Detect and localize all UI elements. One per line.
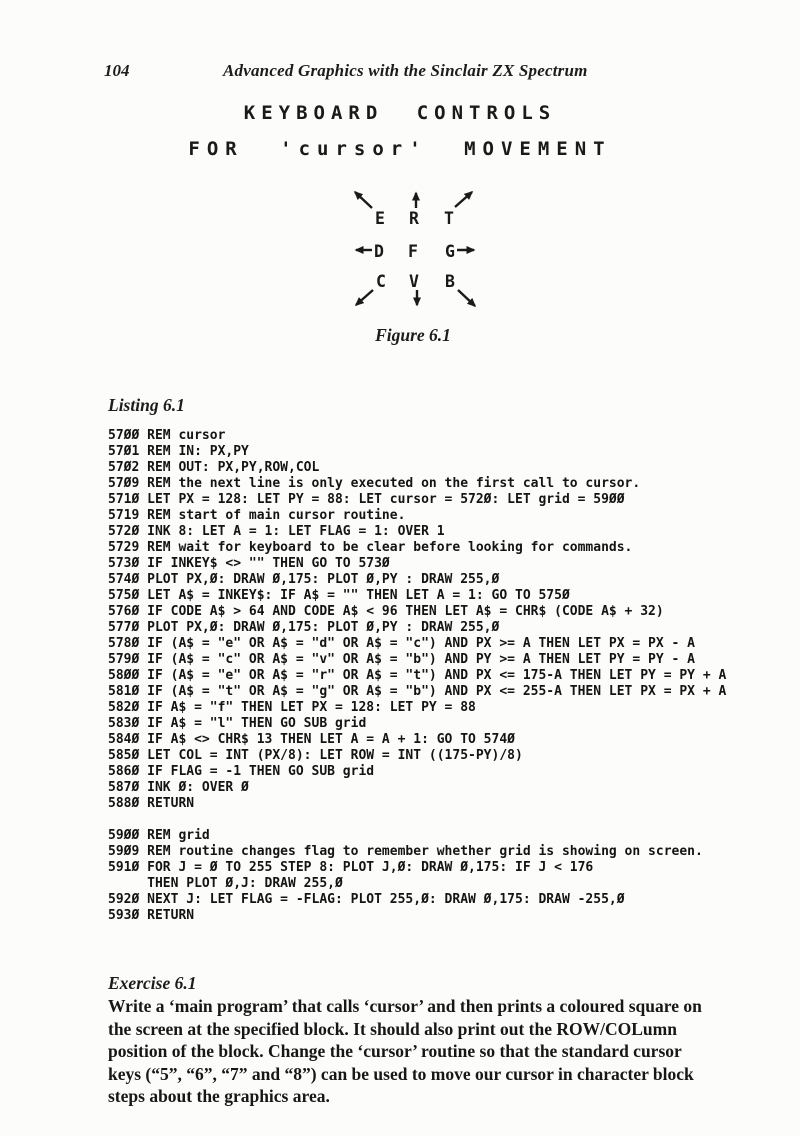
code-line: 59ØØ REM grid: [108, 828, 210, 843]
arrow-up-left-icon: [355, 192, 372, 208]
arrow-up-right-icon: [455, 192, 472, 207]
exercise-line: position of the block. Change the ‘cursor’ routine so that the standard cursor: [108, 1041, 682, 1061]
arrow-down-right-icon: [458, 290, 475, 306]
code-line: 584Ø IF A$ <> CHR$ 13 THEN LET A = A + 1: GO TO 574Ø: [108, 732, 515, 747]
code-line: 577Ø PLOT PX,Ø: DRAW Ø,175: PLOT Ø,PY : DRAW 255,Ø: [108, 620, 500, 635]
key-letter: B: [445, 272, 455, 291]
arrow-down-left-icon: [356, 290, 373, 305]
figure-caption: Figure 6.1: [375, 325, 451, 345]
exercise-line: keys (“5”, “6”, “7” and “8”) can be used to move our cursor in character block: [108, 1063, 694, 1084]
code-line: 57Ø1 REM IN: PX,PY: [108, 444, 249, 459]
listing-title: Listing 6.1: [108, 395, 185, 415]
code-line: 587Ø INK Ø: OVER Ø: [108, 780, 249, 795]
code-line: 57Ø9 REM the next line is only executed on the first call to cursor.: [108, 476, 641, 491]
code-line: 574Ø PLOT PX,Ø: DRAW Ø,175: PLOT Ø,PY : DRAW 255,Ø: [108, 572, 500, 587]
key-letter: V: [409, 272, 419, 291]
code-line: 575Ø LET A$ = INKEY$: IF A$ = "" THEN LET A = 1: GO TO 575Ø: [108, 588, 570, 603]
code-line: 57Ø2 REM OUT: PX,PY,ROW,COL: [108, 460, 320, 475]
code-line: 5729 REM wait for keyboard to be clear before looking for commands.: [108, 540, 633, 555]
page-number: 104: [104, 61, 130, 80]
code-line: 5719 REM start of main cursor routine.: [108, 508, 406, 523]
code-line: 581Ø IF (A$ = "t" OR A$ = "g" OR A$ = "b") AND PX <= 255-A THEN LET PX = PX + A: [108, 684, 727, 699]
code-line: 571Ø LET PX = 128: LET PY = 88: LET cursor = 572Ø: LET grid = 59ØØ: [108, 492, 625, 507]
code-line: 578Ø IF (A$ = "e" OR A$ = "d" OR A$ = "c") AND PX >= A THEN LET PX = PX - A: [108, 636, 695, 651]
key-letter: R: [409, 209, 419, 228]
code-line: 586Ø IF FLAG = -1 THEN GO SUB grid: [108, 764, 375, 779]
exercise-line: Write a ‘main program’ that calls ‘cursor’ and then prints a coloured square on: [108, 996, 702, 1016]
key-letter: E: [375, 209, 385, 228]
code-line: 591Ø FOR J = Ø TO 255 STEP 8: PLOT J,Ø: DRAW Ø,175: IF J < 176: [108, 860, 594, 875]
key-letter: D: [374, 242, 384, 261]
key-letter: F: [408, 242, 418, 261]
running-title: Advanced Graphics with the Sinclair ZX Spectrum: [223, 61, 588, 80]
code-line: 582Ø IF A$ = "f" THEN LET PX = 128: LET PY = 88: [108, 700, 476, 715]
basic-code-listing: [108, 428, 726, 924]
key-letter: C: [376, 272, 386, 291]
exercise-line: the screen at the specified block. It should also print out the ROW/COLumn: [108, 1018, 677, 1039]
code-line: 576Ø IF CODE A$ > 64 AND CODE A$ < 96 THEN LET A$ = CHR$ (CODE A$ + 32): [108, 604, 664, 619]
code-line: 573Ø IF INKEY$ <> "" THEN GO TO 573Ø: [108, 556, 390, 571]
code-line: [108, 812, 726, 828]
exercise-title: Exercise 6.1: [108, 973, 197, 993]
code-line: 59Ø9 REM routine changes flag to remember whether grid is showing on screen.: [108, 844, 703, 859]
exercise-paragraph: [108, 995, 738, 1108]
key-letter: G: [445, 242, 455, 261]
code-line: 58ØØ IF (A$ = "e" OR A$ = "r" OR A$ = "t") AND PX <= 175-A THEN LET PY = PY + A: [108, 668, 727, 683]
code-line: 579Ø IF (A$ = "c" OR A$ = "v" OR A$ = "b") AND PY >= A THEN LET PY = PY - A: [108, 652, 695, 667]
keyboard-diagram: [330, 180, 500, 315]
figure-heading-line2: FOR 'cursor' MOVEMENT: [188, 138, 612, 160]
code-line: 572Ø INK 8: LET A = 1: LET FLAG = 1: OVER 1: [108, 524, 445, 539]
code-line: 583Ø IF A$ = "l" THEN GO SUB grid: [108, 716, 367, 731]
code-line: 585Ø LET COL = INT (PX/8): LET ROW = INT ((175-PY)/8): [108, 748, 523, 763]
code-line: 592Ø NEXT J: LET FLAG = -FLAG: PLOT 255,Ø: DRAW Ø,175: DRAW -255,Ø: [108, 892, 625, 907]
code-line: 593Ø RETURN: [108, 908, 195, 923]
figure-heading-line1: KEYBOARD CONTROLS: [243, 102, 557, 124]
exercise-line: steps about the graphics area.: [108, 1086, 330, 1106]
key-letter: T: [444, 209, 454, 228]
code-line: 588Ø RETURN: [108, 796, 195, 811]
code-line: 57ØØ REM cursor: [108, 428, 226, 443]
code-line: THEN PLOT Ø,J: DRAW 255,Ø: [108, 876, 343, 891]
